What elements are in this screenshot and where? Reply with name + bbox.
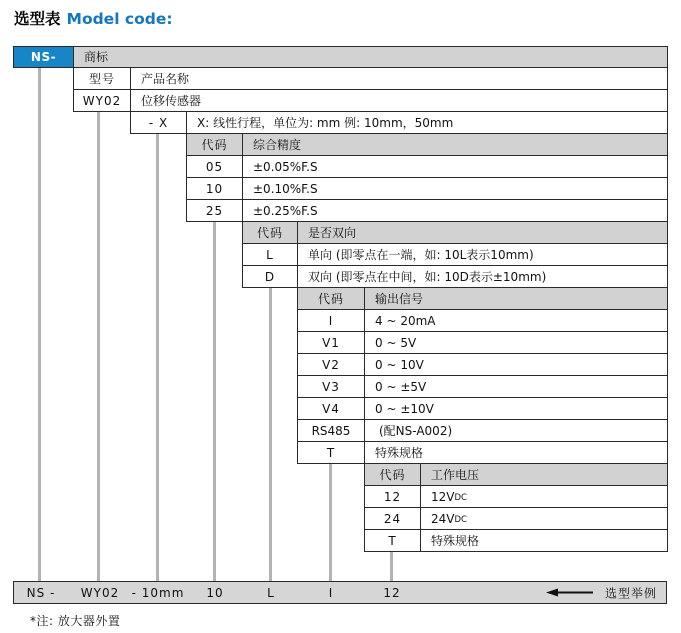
table-row [364,508,668,530]
direction-code: L [243,244,298,265]
table-row [73,68,668,90]
model-header-label: 产品名称 [141,71,190,86]
section-brand [13,46,668,68]
left-arrow-icon [546,589,593,597]
example-part: 12 [383,585,401,600]
accuracy-code: 25 [187,200,243,221]
output-label: 0 ~ 5V [375,335,417,350]
example-caption: 选型举例 [604,586,657,600]
table-header-row [242,222,668,244]
page-title-zh: 选型表 [14,10,61,28]
direction-code: D [243,266,298,287]
direction-label: 单向 (即零点在一端，如: 10L表示10mm) [308,247,534,262]
example-part: L [267,585,275,600]
voltage-code: 12 [365,486,421,507]
output-label: 0 ~ ±10V [375,401,434,416]
table-row [186,200,668,222]
output-header-code: 代码 [298,288,365,309]
accuracy-header-code: 代码 [187,134,243,155]
direction-label: 双向 (即零点在中间，如: 10D表示±10mm) [308,269,547,284]
output-label: 0 ~ 10V [375,357,424,372]
example-part: - 10mm [131,585,185,600]
table-row [186,156,668,178]
table-row [242,266,668,288]
connector-line [38,68,41,581]
section-stroke [130,112,668,134]
voltage-value: 特殊规格 [431,533,480,548]
output-code: I [298,310,365,331]
model-header-code: 型号 [74,68,131,89]
table-row [130,112,668,134]
example-caption-group [546,584,657,601]
accuracy-header-label: 综合精度 [253,137,302,152]
model-code: WY02 [74,90,131,111]
table-row [13,46,668,68]
accuracy-code: 10 [187,178,243,199]
example-part: NS - [26,585,56,600]
output-header-label: 输出信号 [375,291,424,306]
footnote: *注: 放大器外置 [30,614,121,628]
model-label: 位移传感器 [141,93,202,108]
section-accuracy [186,134,668,222]
voltage-value: 12V [431,489,455,504]
output-code: V4 [298,398,365,419]
voltage-code: T [365,530,421,551]
accuracy-label: ±0.05%F.S [253,159,318,174]
voltage-label [421,508,667,529]
brand-code-cell: NS- [14,47,74,67]
example-part: WY02 [80,585,120,600]
accuracy-label: ±0.10%F.S [253,181,318,196]
section-voltage [364,464,668,552]
direction-header-code: 代码 [243,222,298,243]
output-code: T [298,442,365,463]
output-label: 4 ~ 20mA [375,313,436,328]
table-row [297,398,668,420]
table-header-row [186,134,668,156]
table-row [297,310,668,332]
table-row [297,442,668,464]
voltage-label [421,530,667,551]
connector-line [156,134,159,581]
table-row [186,178,668,200]
voltage-code: 24 [365,508,421,529]
brand-label-cell: 商标 [74,47,667,67]
table-row [297,420,668,442]
table-row [242,244,668,266]
page-title [14,7,173,29]
section-output [297,288,668,464]
section-direction [242,222,668,288]
connector-line [269,288,272,581]
voltage-header-code: 代码 [365,464,421,485]
section-model [73,68,668,112]
table-row [297,376,668,398]
example-part: I [328,585,334,600]
accuracy-label: ±0.25%F.S [253,203,318,218]
example-row [13,581,667,604]
direction-header-label: 是否双向 [308,225,357,240]
output-code: RS485 [298,420,365,441]
output-label: 0 ~ ±5V [375,379,427,394]
voltage-label [421,486,667,507]
connector-line [390,552,393,581]
table-row [297,332,668,354]
output-code: V1 [298,332,365,353]
output-label: (配NS-A002) [379,423,453,438]
stroke-code: - X [131,112,187,133]
voltage-header-label: 工作电压 [431,467,480,482]
table-row [364,530,668,552]
voltage-value: 24V [431,511,455,526]
page-title-en: Model code: [66,10,173,28]
accuracy-code: 05 [187,156,243,177]
table-header-row [364,464,668,486]
table-row [364,486,668,508]
stroke-label: X: 线性行程，单位为: mm 例: 10mm，50mm [197,115,454,130]
table-row [73,90,668,112]
table-header-row [297,288,668,310]
voltage-unit-sub: DC [454,492,467,503]
connector-line [213,222,216,581]
voltage-unit-sub: DC [454,514,467,525]
connector-line [329,464,332,581]
connector-line [97,112,100,581]
output-label: 特殊规格 [375,445,424,460]
output-code: V2 [298,354,365,375]
example-part: 10 [206,585,224,600]
output-code: V3 [298,376,365,397]
table-row [297,354,668,376]
